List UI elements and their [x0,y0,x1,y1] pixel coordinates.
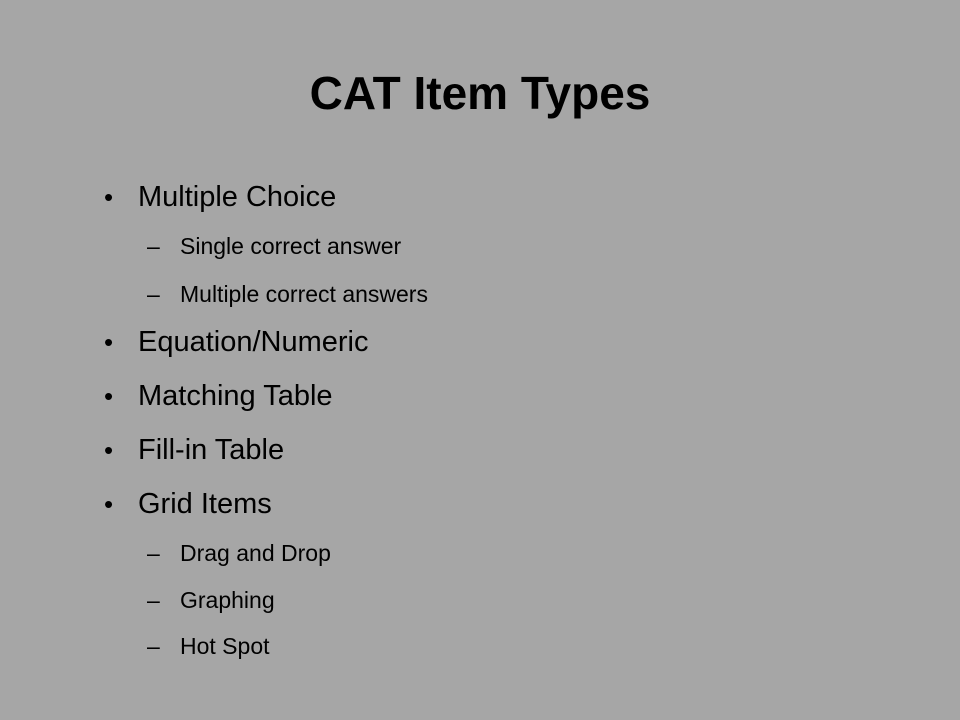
dash-marker: – [147,540,160,566]
bullet-text: Matching Table [138,380,333,412]
bullet-marker: • [104,327,114,357]
bullet-item-grid-items [104,486,272,522]
sub-bullet-multiple-correct [147,279,428,309]
dash-marker: – [147,233,160,259]
dash-marker: – [147,587,160,613]
bullet-text: Grid Items [138,488,272,520]
sub-bullet-text: Single correct answer [180,233,402,259]
bullet-marker: • [104,489,114,519]
bullet-marker: • [104,182,114,212]
bullet-marker: • [104,381,114,411]
sub-bullet-text: Hot Spot [180,633,270,659]
dash-marker: – [147,281,160,307]
sub-bullet-drag-and-drop [147,538,331,568]
sub-bullet-text: Graphing [180,587,275,613]
bullet-item-equation-numeric [104,324,369,360]
sub-bullet-text: Multiple correct answers [180,281,428,307]
bullet-item-fill-in-table [104,432,284,468]
sub-bullet-hot-spot [147,631,270,661]
bullet-text: Multiple Choice [138,181,337,213]
bullet-marker: • [104,435,114,465]
sub-bullet-single-correct [147,231,401,261]
slide-title: CAT Item Types [309,67,651,119]
dash-marker: – [147,633,160,659]
bullet-item-multiple-choice [104,179,336,215]
bullet-item-matching-table [104,378,333,414]
bullet-text: Equation/Numeric [138,326,369,358]
sub-bullet-graphing [147,585,275,615]
bullet-text: Fill-in Table [138,434,285,466]
sub-bullet-text: Drag and Drop [180,540,331,566]
